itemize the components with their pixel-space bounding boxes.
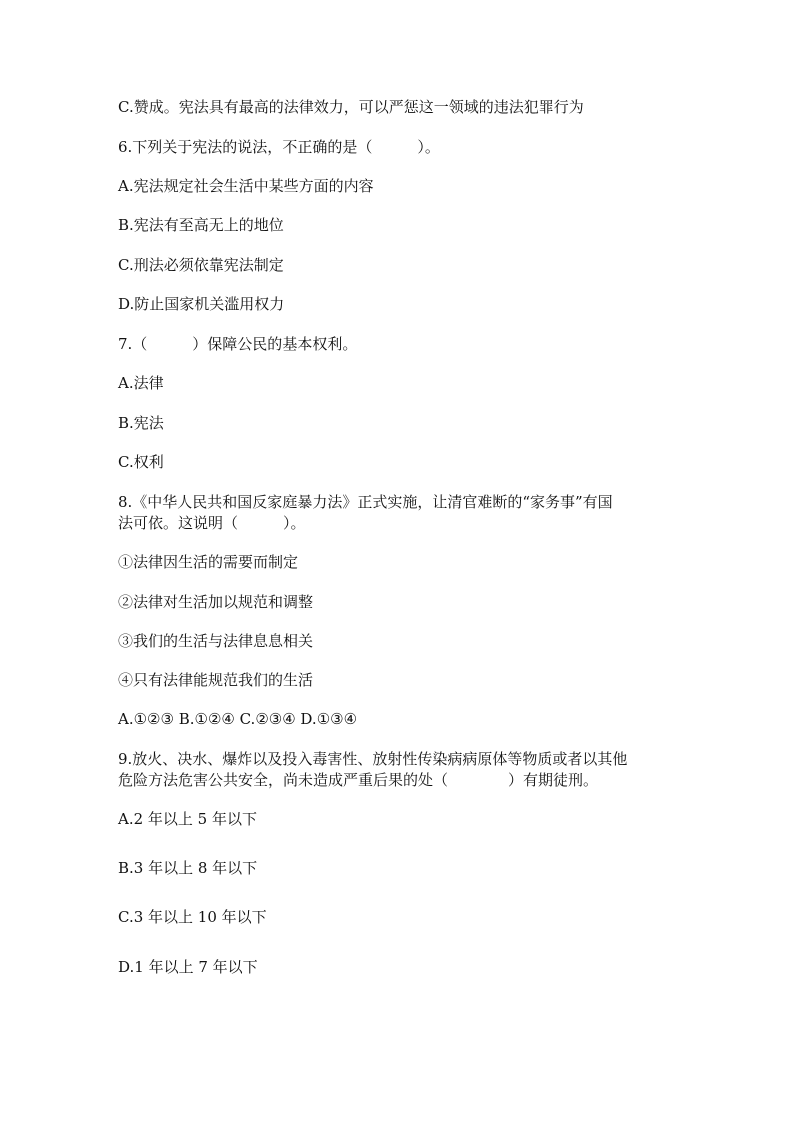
q6-option-c: C.刑法必须依靠宪法制定: [118, 256, 284, 274]
question-9-line-1: 9.放火、决水、爆炸以及投入毒害性、放射性传染病病原体等物质或者以其他: [118, 750, 628, 768]
q6-option-d: D.防止国家机关滥用权力: [118, 295, 285, 313]
q9-option-a: A.2 年以上 5 年以下: [118, 810, 257, 828]
q8-options: A.①②③ B.①②④ C.②③④ D.①③④: [118, 710, 358, 728]
q7-option-b: B.宪法: [118, 414, 164, 432]
q7-option-c: C.权利: [118, 453, 164, 471]
q9-option-b: B.3 年以上 8 年以下: [118, 859, 258, 877]
question-8-line-2: 法可依。这说明（ ）。: [118, 514, 306, 532]
question-8-line-1: 8.《中华人民共和国反家庭暴力法》正式实施，让清官难断的“家务事”有国: [118, 493, 613, 511]
q8-statement-2: ②法律对生活加以规范和调整: [118, 593, 314, 611]
q8-statement-1: ①法律因生活的需要而制定: [118, 553, 299, 571]
q9-option-d: D.1 年以上 7 年以下: [118, 958, 258, 976]
answer-option-c-q5: C.赞成。宪法具有最高的法律效力，可以严惩这一领域的违法犯罪行为: [118, 98, 584, 116]
q6-option-a: A.宪法规定社会生活中某些方面的内容: [118, 177, 374, 195]
q8-statement-3: ③我们的生活与法律息息相关: [118, 632, 314, 650]
question-6: 6.下列关于宪法的说法，不正确的是（ ）。: [118, 138, 440, 156]
q6-option-b: B.宪法有至高无上的地位: [118, 216, 284, 234]
q8-statement-4: ④只有法律能规范我们的生活: [118, 671, 314, 689]
q9-option-c: C.3 年以上 10 年以下: [118, 908, 267, 926]
q7-option-a: A.法律: [118, 374, 164, 392]
question-9-line-2: 危险方法危害公共安全，尚未造成严重后果的处（ ）有期徒刑。: [118, 771, 599, 789]
question-7: 7.（ ）保障公民的基本权利。: [118, 335, 358, 353]
